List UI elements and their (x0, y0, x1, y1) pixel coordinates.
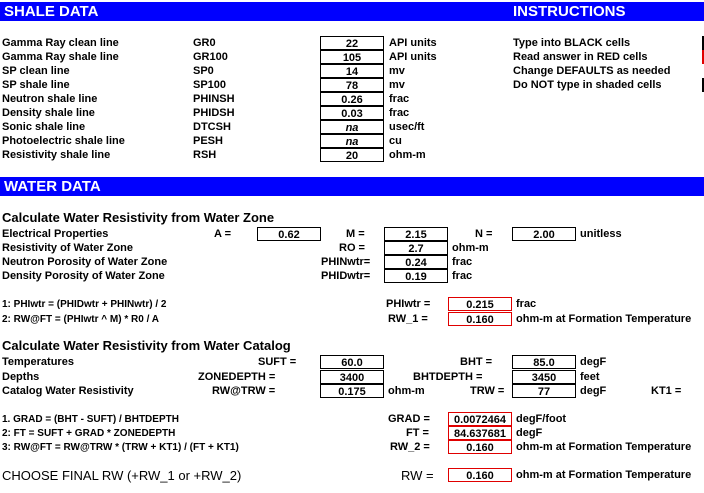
shale-row-unit: API units (389, 51, 437, 63)
ft-unit: degF (516, 427, 543, 439)
rw2-result: 0.160 (448, 440, 512, 454)
shale-row-unit: usec/ft (389, 121, 425, 133)
shale-row-code: SP100 (193, 79, 227, 91)
phiwtr-code: PHIwtr = (386, 298, 431, 310)
temperatures-label: Temperatures (2, 356, 74, 368)
m-input[interactable]: 2.15 (384, 227, 448, 241)
shale-header-band (0, 2, 704, 21)
shale-row-label: Density shale line (2, 107, 95, 119)
phinsh-input[interactable]: 0.26 (320, 92, 384, 106)
phiwtr-unit: frac (516, 298, 537, 310)
bhtdepth-unit: feet (580, 371, 600, 383)
phid-unit: frac (452, 270, 473, 282)
shale-row-code: SP0 (193, 65, 214, 77)
a-input[interactable]: 0.62 (257, 227, 321, 241)
grad-unit: degF/foot (516, 413, 567, 425)
choose-final-rw-label: CHOOSE FINAL RW (+RW_1 or +RW_2) (2, 468, 242, 483)
rw1-unit: ohm-m at Formation Temperature (516, 313, 692, 325)
shale-row-unit: mv (389, 79, 405, 91)
phin-unit: frac (452, 256, 473, 268)
trw-input[interactable]: 77 (512, 384, 576, 398)
phid-code: PHIDwtr= (321, 270, 371, 282)
instruction-line: Read answer in RED cells (513, 51, 648, 63)
trw-code: TRW = (470, 385, 505, 397)
instruction-line: Type into BLACK cells (513, 37, 631, 49)
catalog-formula-1: 1. GRAD = (BHT - SUFT) / BHTDEPTH (2, 414, 179, 425)
water-header-band (0, 177, 704, 196)
formula-2: 2: RW@FT = (PHIwtr ^ M) * R0 / A (2, 314, 159, 325)
shale-row-label: Photoelectric shale line (2, 135, 125, 147)
catalog-water-resistivity-label: Catalog Water Resistivity (2, 385, 134, 397)
shale-row-code: PHINSH (193, 93, 235, 105)
shale-row-code: PHIDSH (193, 107, 235, 119)
phiwtr-result: 0.215 (448, 297, 512, 311)
rw-code: RW = (401, 468, 434, 483)
shale-row-label: SP clean line (2, 65, 70, 77)
shale-row-unit: cu (389, 135, 402, 147)
shale-row-code: PESH (193, 135, 223, 147)
trw-unit: degF (580, 385, 607, 397)
instruction-line: Change DEFAULTS as needed (513, 65, 671, 77)
phin-code: PHINwtr= (321, 256, 371, 268)
rsh-input[interactable]: 20 (320, 148, 384, 162)
suft-code: SUFT = (258, 356, 297, 368)
formula-1: 1: PHIwtr = (PHIDwtr + PHINwtr) / 2 (2, 299, 167, 310)
depths-label: Depths (2, 371, 40, 383)
pesh-input[interactable]: na (320, 134, 384, 148)
water-data-heading: WATER DATA (4, 178, 101, 195)
instructions-heading: INSTRUCTIONS (513, 3, 626, 20)
zonedepth-input[interactable]: 3400 (320, 370, 384, 384)
shale-row-code: DTCSH (193, 121, 231, 133)
grad-result: 0.0072464 (448, 412, 512, 426)
rwtrw-code: RW@TRW = (212, 385, 276, 397)
bht-code: BHT = (460, 356, 493, 368)
shale-row-code: GR0 (193, 37, 216, 49)
ro-label: Resistivity of Water Zone (2, 242, 134, 254)
grad-code: GRAD = (388, 413, 430, 425)
rwtrw-input[interactable]: 0.175 (320, 384, 384, 398)
shale-row-label: Sonic shale line (2, 121, 86, 133)
phidwtr-input[interactable]: 0.19 (384, 269, 448, 283)
m-label: M = (346, 228, 365, 240)
rw2-code: RW_2 = (390, 441, 430, 453)
shale-row-label: SP shale line (2, 79, 70, 91)
water-catalog-title: Calculate Water Resistivity from Water Catalog (2, 338, 291, 353)
bhtdepth-input[interactable]: 3450 (512, 370, 576, 384)
dtcsh-input[interactable]: na (320, 120, 384, 134)
shale-row-unit: frac (389, 93, 410, 105)
sp100-input[interactable]: 78 (320, 78, 384, 92)
phidsh-input[interactable]: 0.03 (320, 106, 384, 120)
phinwtr-input[interactable]: 0.24 (384, 255, 448, 269)
ro-code: RO = (339, 242, 365, 254)
rw1-code: RW_1 = (388, 313, 428, 325)
phin-label: Neutron Porosity of Water Zone (2, 256, 168, 268)
n-unit: unitless (580, 228, 622, 240)
gr100-input[interactable]: 105 (320, 50, 384, 64)
rwtrw-unit: ohm-m (388, 385, 425, 397)
water-zone-title: Calculate Water Resistivity from Water Zone (2, 210, 275, 225)
bht-unit: degF (580, 356, 607, 368)
zonedepth-code: ZONEDEPTH = (198, 371, 276, 383)
shale-row-code: GR100 (193, 51, 228, 63)
shale-row-unit: mv (389, 65, 405, 77)
rw-final-unit: ohm-m at Formation Temperature (516, 469, 692, 481)
shale-row-label: Neutron shale line (2, 93, 98, 105)
suft-input[interactable]: 60.0 (320, 355, 384, 369)
catalog-formula-3: 3: RW@FT = RW@TRW * (TRW + KT1) / (FT + KT1) (2, 442, 239, 453)
rw1-result: 0.160 (448, 312, 512, 326)
shale-row-label: Gamma Ray clean line (2, 37, 119, 49)
n-input[interactable]: 2.00 (512, 227, 576, 241)
shale-row-label: Resistivity shale line (2, 149, 111, 161)
shale-row-unit: frac (389, 107, 410, 119)
shale-row-label: Gamma Ray shale line (2, 51, 119, 63)
sp0-input[interactable]: 14 (320, 64, 384, 78)
electrical-properties-label: Electrical Properties (2, 228, 109, 240)
bht-input[interactable]: 85.0 (512, 355, 576, 369)
catalog-formula-2: 2: FT = SUFT + GRAD * ZONEDEPTH (2, 428, 176, 439)
ft-code: FT = (406, 427, 429, 439)
rw-final-result: 0.160 (448, 468, 512, 482)
ro-unit: ohm-m (452, 242, 489, 254)
shale-data-heading: SHALE DATA (4, 3, 99, 20)
bhtdepth-code: BHTDEPTH = (413, 371, 483, 383)
ro-input[interactable]: 2.7 (384, 241, 448, 255)
n-label: N = (475, 228, 493, 240)
shale-row-code: RSH (193, 149, 217, 161)
gr0-input[interactable]: 22 (320, 36, 384, 50)
a-label: A = (214, 228, 232, 240)
ft-result: 84.637681 (448, 426, 512, 440)
rw2-unit: ohm-m at Formation Temperature (516, 441, 692, 453)
kt1-code: KT1 = (651, 385, 682, 397)
instruction-line: Do NOT type in shaded cells (513, 79, 662, 91)
shale-row-unit: ohm-m (389, 149, 426, 161)
shale-row-unit: API units (389, 37, 437, 49)
phid-label: Density Porosity of Water Zone (2, 270, 165, 282)
